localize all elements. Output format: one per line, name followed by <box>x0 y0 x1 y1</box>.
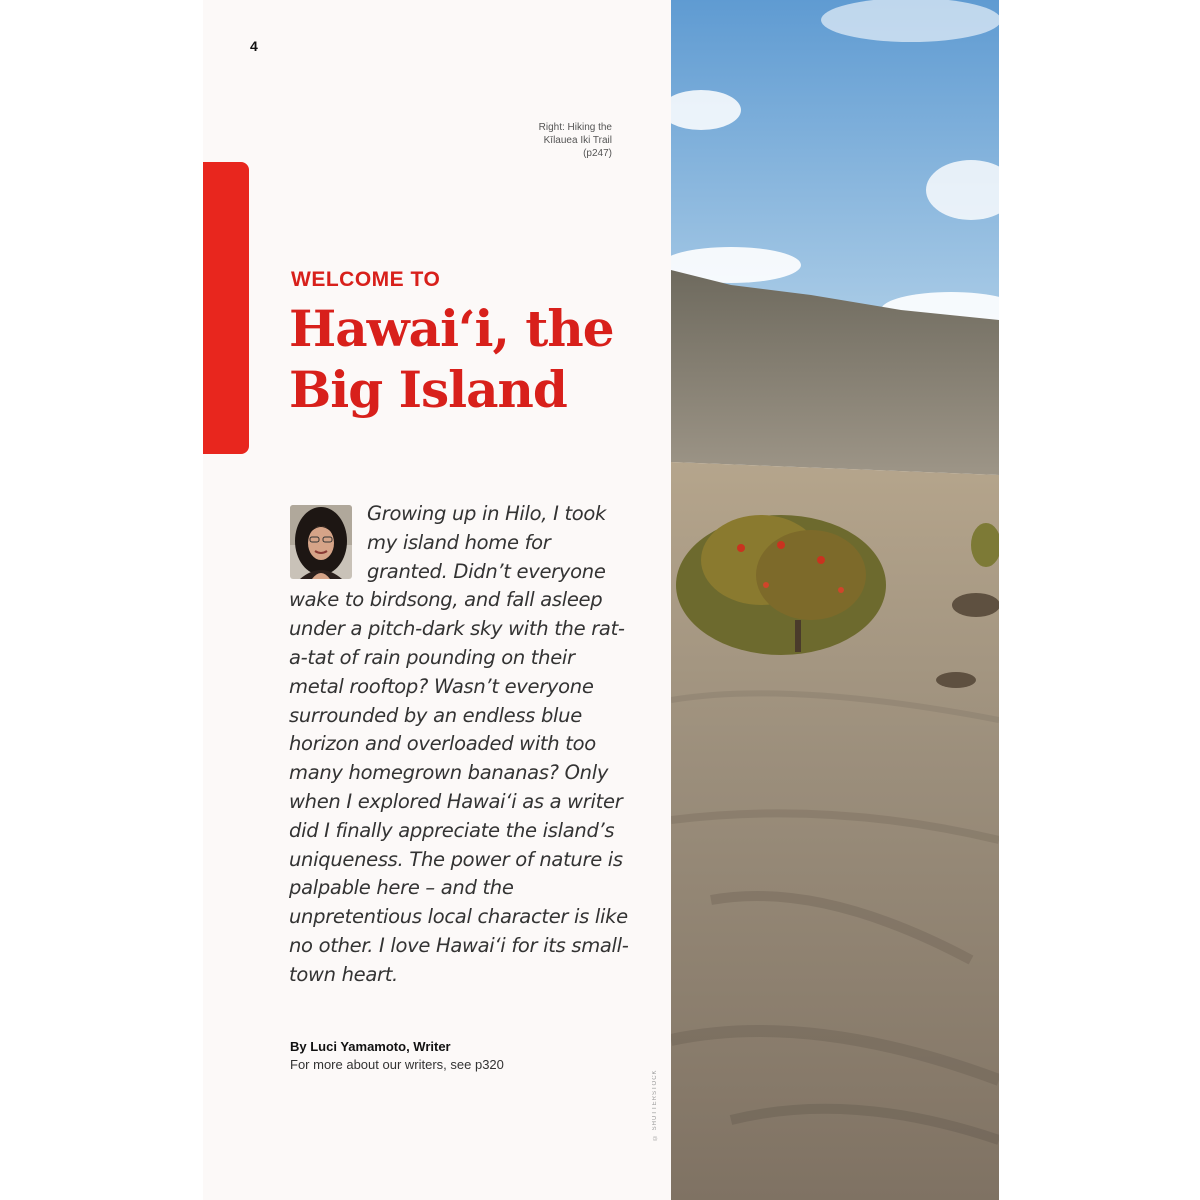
page-number: 4 <box>250 38 258 54</box>
caption-line-3: (p247) <box>583 148 612 159</box>
author-byline: By Luci Yamamoto, Writer <box>290 1039 451 1054</box>
more-info-note: For more about our writers, see p320 <box>290 1057 504 1072</box>
cover-photo <box>671 0 999 1200</box>
section-tab <box>203 162 249 454</box>
portrait-spacer <box>289 500 367 586</box>
kicker-heading: WELCOME TO <box>291 268 441 291</box>
page-title: Hawai‘i, the Big Island <box>289 299 614 419</box>
caption-line-2: Kīlauea Iki Trail <box>543 135 612 146</box>
photo-credit: © SHUTTERSTOCK <box>652 1069 658 1140</box>
photo-caption <box>520 121 612 160</box>
intro-text: Growing up in Hilo, I took my island home for granted. Didn’t everyone wake to birdsong, and fall asleep under a pitch-dark sky with the rat-a-tat of rain pounding on their metal rooftop? Wasn’t everyone surrounded by an endless blue horizon and overloaded with too many homegrown bananas? Only when I explored Hawai‘i as a writer did I finally appreciate the island’s uniqueness. The power of nature is palpable here – and the unpretentious local character is like no other. I love Hawai‘i for its small-town heart. <box>289 502 629 986</box>
intro-paragraph <box>289 500 629 990</box>
caption-line-1: Right: Hiking the <box>538 122 612 133</box>
